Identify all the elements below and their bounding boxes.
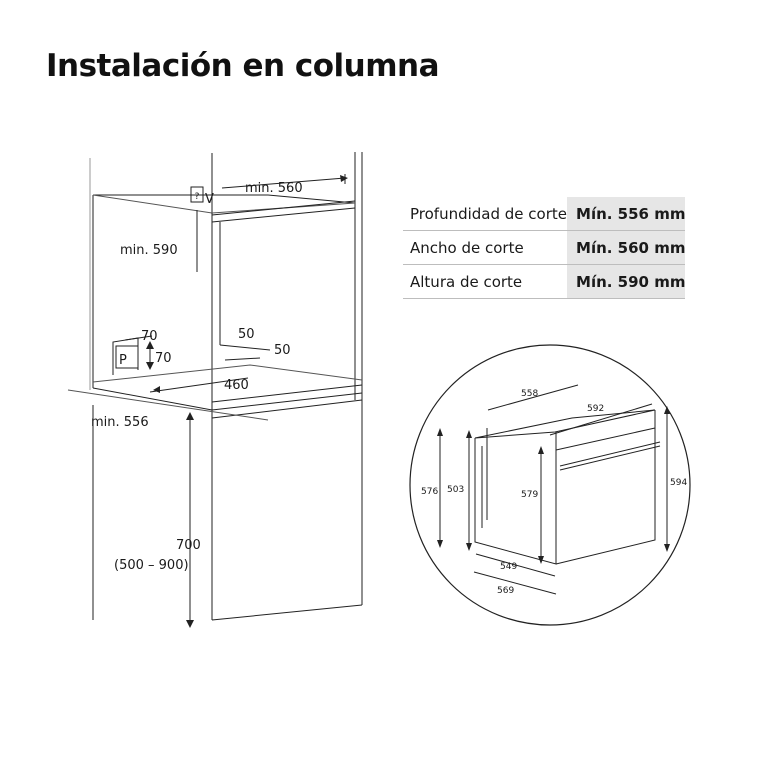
oven-bottom-depth-label: 549 [500, 562, 518, 572]
row-label: Altura de corte [403, 265, 567, 299]
row-label: Profundidad de corte [403, 197, 567, 231]
svg-text:?: ? [194, 192, 200, 202]
gap-b-label: 50 [274, 343, 291, 358]
min-depth-label: min. 556 [91, 415, 149, 430]
oven-total-depth-label: 569 [497, 586, 515, 596]
floor-range-label: (500 – 900) [114, 558, 189, 573]
row-value: Mín. 560 mm [567, 231, 685, 265]
oven-body-height-label: 579 [521, 490, 539, 500]
floor-height-label: 700 [176, 538, 201, 553]
vent-symbol: V [205, 192, 214, 207]
cutout-width-label: 460 [224, 378, 249, 393]
row-value: Mín. 590 mm [567, 265, 685, 299]
min-width-label: min. 560 [245, 181, 303, 196]
oven-front-width-label: 592 [587, 404, 605, 414]
min-height-label: min. 590 [120, 243, 178, 258]
row-value: Mín. 556 mm [567, 197, 685, 231]
p-height-label: 70 [155, 351, 172, 366]
power-symbol: P [119, 353, 127, 368]
gap-a-label: 50 [238, 327, 255, 342]
oven-top-depth-label: 558 [521, 389, 539, 399]
oven-side-total-label: 576 [421, 487, 439, 497]
page-title: Instalación en columna [46, 48, 440, 84]
oven-side-height-label: 503 [447, 485, 465, 495]
p-width-label: 70 [141, 329, 158, 344]
oven-total-height-label: 594 [670, 478, 688, 488]
row-label: Ancho de corte [403, 231, 567, 265]
